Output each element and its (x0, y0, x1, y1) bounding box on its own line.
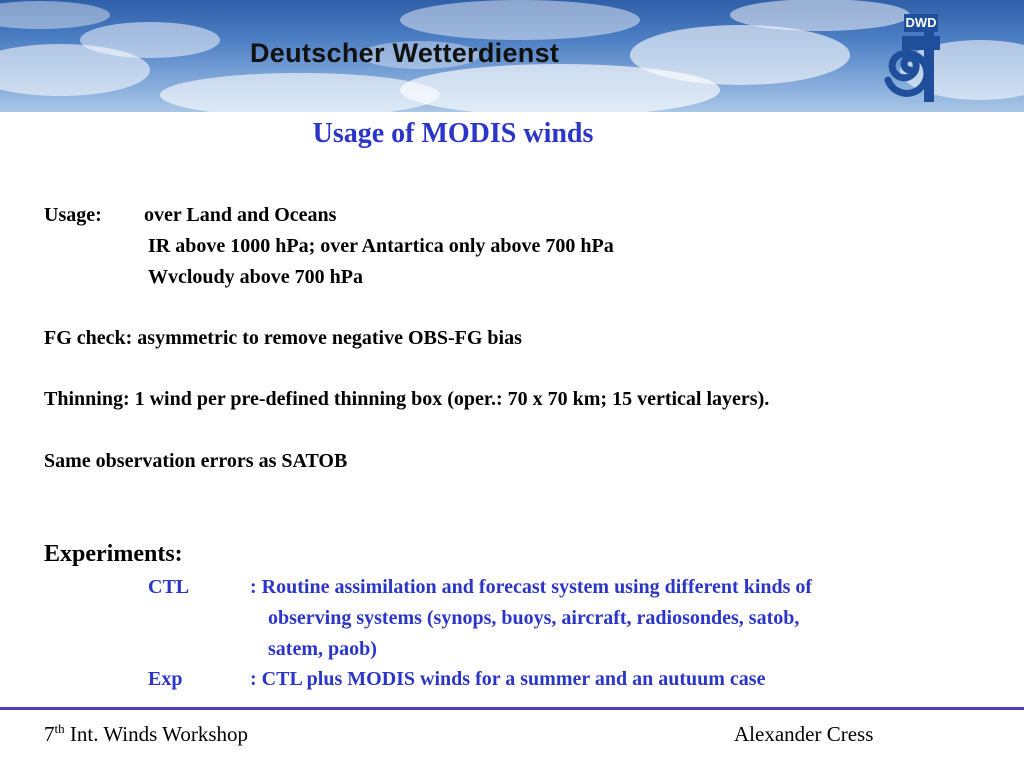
experiment-desc-ctl: observing systems (synops, buoys, aircraft, radiosondes, satob, (268, 607, 800, 629)
thinning-text: Thinning: 1 wind per pre-defined thinning box (oper.: 70 x 70 km; 15 vertical layers). (44, 388, 770, 410)
brand-name: Deutscher Wetterdienst (250, 38, 560, 68)
usage-line: over Land and Oceans (144, 204, 337, 226)
workshop-number: 7 (44, 722, 55, 746)
usage-line: Wvcloudy above 700 hPa (148, 266, 364, 288)
workshop-name: Int. Winds Workshop (64, 722, 248, 746)
dwd-spiral-icon (872, 12, 944, 102)
usage-label: Usage: (44, 204, 102, 226)
experiment-name-exp: Exp (148, 668, 183, 690)
experiment-desc-ctl: satem, paob) (268, 638, 377, 660)
experiment-desc-ctl: : Routine assimilation and forecast system using different kinds of (250, 576, 813, 598)
dwd-logo (872, 12, 944, 102)
obs-errors-text: Same observation errors as SATOB (44, 450, 348, 472)
experiments-heading: Experiments: (44, 541, 183, 567)
footer-author: Alexander Cress (734, 722, 874, 746)
header-banner (0, 0, 1024, 112)
fg-check-text: FG check: asymmetric to remove negative OBS-FG bias (44, 327, 522, 349)
footer-workshop (44, 722, 248, 747)
dwd-logo-text: DWD (905, 15, 937, 30)
slide-title: Usage of MODIS winds (312, 118, 594, 149)
workshop-ordinal: th (54, 721, 65, 736)
footer-divider (0, 707, 1024, 710)
experiment-name-ctl: CTL (148, 576, 190, 598)
experiment-desc-exp: : CTL plus MODIS winds for a summer and an autuum case (250, 668, 766, 690)
usage-line: IR above 1000 hPa; over Antartica only above 700 hPa (148, 235, 614, 257)
